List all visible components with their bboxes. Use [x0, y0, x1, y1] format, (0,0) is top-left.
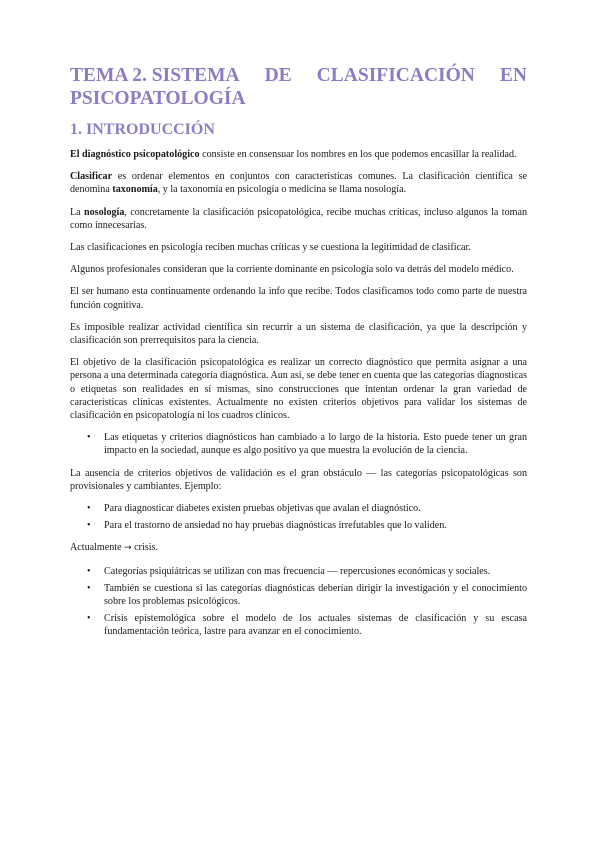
- bullet-list-etiquetas: [70, 431, 527, 457]
- title-line-1: [70, 64, 527, 87]
- bullet-list-ejemplos: [70, 502, 527, 532]
- list-item: • También se cuestiona si las categorías diagnósticas deberían dirigir la investigación y el conocimiento sobre los problemas psicológicos.: [104, 582, 527, 608]
- list-item: • Para diagnosticar diabetes existen pruebas objetivas que avalan el diagnóstico.: [104, 502, 527, 515]
- paragraph-text: consiste en consensuar los nombres en los que podemos encasillar la realidad.: [199, 149, 517, 160]
- list-item: • Las etiquetas y criterios diagnósticos han cambiado a lo largo de la historia. Esto puede tener un gran impacto en la sociedad, aunque es algo positivo ya que muestra la evolución de la ciencia.: [104, 431, 527, 457]
- section-heading: 1. INTRODUCCIÓN: [70, 121, 215, 138]
- paragraph-text: La: [70, 206, 84, 218]
- list-item: • Crisis epistemológica sobre el modelo de los actuales sistemas de clasificación y su escasa fundamentación teórica, lastre para avanzar en el conocimiento.: [104, 612, 527, 638]
- arrow-right-icon: →: [124, 543, 132, 554]
- paragraph-profesionales: Algunos profesionales consideran que la corriente dominante en psicología solo va detrás del modelo médico.: [70, 264, 514, 276]
- list-item: • Categorías psiquiátricas se utilizan con mas frecuencia — repercusiones económicas y sociales.: [104, 565, 527, 578]
- paragraph-criticas: Las clasificaciones en psicología reciben muchas críticas y se cuestiona la legitimidad de clasificar.: [70, 242, 471, 254]
- list-item: • Para el trastorno de ansiedad no hay pruebas diagnósticas irrefutables que lo validen.: [104, 519, 527, 532]
- paragraph-nosologia: [70, 206, 527, 232]
- bold-term: nosología: [84, 206, 125, 218]
- document-title: [70, 64, 527, 110]
- title-word: TEMA 2. SISTEMA: [70, 65, 240, 86]
- bullet-list-crisis: [70, 565, 527, 639]
- paragraph-text: crisis.: [131, 542, 158, 554]
- paragraph-ser-humano: El ser humano esta continuamente ordenando la info que recibe. Todos clasificamos todo como parte de nuestra función cognitiva.: [70, 286, 527, 311]
- title-word: DE: [264, 65, 292, 86]
- paragraph-text: es ordenar elementos en conjuntos con características comunes. La clasificación científica se denomina: [70, 171, 527, 196]
- bold-term: taxonomía: [112, 184, 158, 196]
- paragraph-text: , concretamente la clasificación psicopatológica, recibe muchas críticas, incluso algunos la toman como innecesarias.: [70, 206, 527, 231]
- paragraph-text: Actualmente: [70, 542, 125, 554]
- paragraph-text: , y la taxonomía en psicología o medicina se llama nosología.: [157, 184, 407, 196]
- title-word: EN: [499, 65, 527, 86]
- paragraph-ausencia: La ausencia de criterios objetivos de validación es el gran obstáculo — las categorías psicopatológicas son provisionales y cambiantes. Ejemplo:: [70, 467, 527, 492]
- title-word: CLASIFICACIÓN: [316, 65, 475, 86]
- paragraph-actividad-cientifica: Es imposible realizar actividad científica sin recurrir a un sistema de clasificación, ya que la descripción y clasificación son prerrequisitos para la ciencia.: [70, 321, 527, 347]
- paragraph-diagnostico: [70, 148, 527, 161]
- bold-term: Clasificar: [70, 171, 113, 183]
- bold-term: El diagnóstico psicopatológico: [70, 149, 200, 160]
- title-line-2: PSICOPATOLOGÍA: [70, 88, 246, 109]
- paragraph-clasificar: [70, 170, 527, 196]
- paragraph-actualmente: [70, 541, 527, 555]
- paragraph-objetivo: El objetivo de la clasificación psicopatológica es realizar un correcto diagnóstico que permita asignar a una persona a una determinada categoría diagnóstica. Aun así, se debe tener en cuenta que las categorías diagnosticas o etiquetas son realidades en sí mismas, sino construcciones que intentan ordenar la gran variedad de características clínicas existentes. Actualmente no existen criterios objetivos para validar los sistemas de clasificación en psicopatología ni los cuadros clínicos.: [70, 357, 527, 422]
